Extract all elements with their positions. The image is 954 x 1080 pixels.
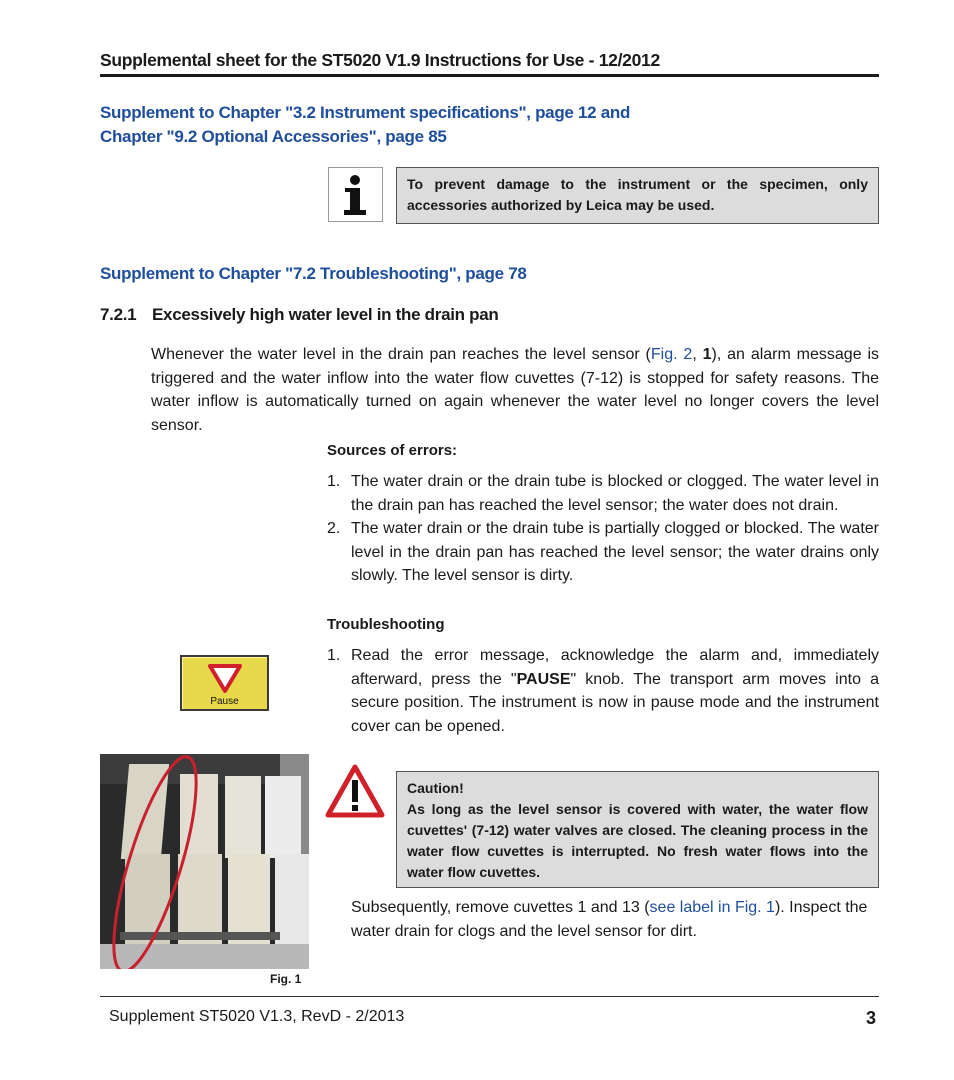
supplement-heading-troubleshooting: Supplement to Chapter "7.2 Troubleshooting", page 78 (100, 264, 527, 283)
fig2-link[interactable]: Fig. 2 (650, 346, 693, 363)
list-item-text: The water drain or the drain tube is partially clogged or blocked. The water level in the drain pan has reached the level sensor; the water drains only slowly. The level sensor is dirty. (351, 520, 879, 584)
list-item-number: 1. (327, 473, 341, 490)
page-number: 3 (866, 1008, 877, 1028)
section-number: 7.2.1 (100, 305, 137, 324)
sources-of-errors-label: Sources of errors: (327, 442, 458, 459)
fig1-link[interactable]: see label in Fig. 1 (649, 899, 775, 916)
footer-text: Supplement ST5020 V1.3, RevD - 2/2013 (109, 1008, 405, 1025)
intro-text-1: Whenever the water level in the drain pan reaches the level sensor ( (151, 346, 651, 363)
list-item-text-2: " knob. The transport arm moves into a secure position. The instrument is now in pause mode and the instrument cover can be opened. (351, 670, 879, 735)
list-item (327, 644, 879, 738)
intro-paragraph (151, 343, 879, 437)
footer-divider (100, 996, 879, 997)
troubleshooting-list (327, 644, 879, 738)
intro-sep: , (692, 346, 703, 363)
troubleshooting-label: Troubleshooting (327, 616, 445, 633)
caution-box (396, 771, 879, 888)
figure-1-photo (100, 754, 309, 969)
list-item-number: 1. (327, 647, 341, 664)
pause-button-label: Pause (210, 696, 239, 707)
list-item-text: The water drain or the drain tube is blocked or clogged. The water level in the drain pan has reached the level sensor; the water does not drain. (351, 473, 879, 514)
list-item-number: 2. (327, 520, 341, 537)
list-item-text-1: Read the error message, acknowledge the alarm and, immediately afterward, press the " (351, 647, 879, 688)
section-title: Excessively high water level in the drain pan (152, 305, 499, 324)
intro-text-2: ), an alarm message is triggered and the water inflow into the water flow cuvettes (7-12) is stopped for safety reasons. The water inflow is automatically turned on again whenever the water level no longer covers the level sensor. (151, 346, 880, 434)
intro-bold-ref: 1 (702, 346, 712, 363)
caution-title: Caution! (407, 780, 464, 796)
subsequent-text-2: ). Inspect the water drain for clogs and the level sensor for dirt. (351, 899, 868, 940)
triangle-down-icon (208, 664, 242, 694)
warning-icon (325, 764, 385, 818)
subsequent-text-1: Subsequently, remove cuvettes 1 and 13 ( (351, 899, 650, 916)
header-divider (100, 74, 879, 77)
info-note-box (396, 167, 879, 224)
pause-keyword: PAUSE (516, 670, 571, 688)
info-icon (328, 167, 383, 222)
figure-label: Fig. 1 (270, 972, 302, 986)
sources-list (327, 470, 879, 588)
section-heading (100, 305, 498, 325)
list-item (327, 470, 879, 517)
supplement-heading-specs (100, 101, 630, 149)
info-note-text: To prevent damage to the instrument or the specimen, only accessories authorized by Leica may be used. (407, 176, 868, 213)
supplement-heading-line2: Chapter "9.2 Optional Accessories", page 85 (100, 127, 447, 146)
page-header-title: Supplemental sheet for the ST5020 V1.9 Instructions for Use - 12/2012 (100, 50, 660, 70)
supplement-heading-line1: Supplement to Chapter "3.2 Instrument specifications", page 12 and (100, 103, 631, 122)
caution-text: As long as the level sensor is covered with water, the water flow cuvettes' (7-12) water valves are closed. The cleaning process in the water flow cuvettes is interrupted. No fresh water flows into the water flow cuvettes. (407, 801, 868, 880)
pause-button[interactable] (180, 655, 269, 711)
subsequent-instructions (351, 896, 879, 943)
list-item (327, 517, 879, 588)
